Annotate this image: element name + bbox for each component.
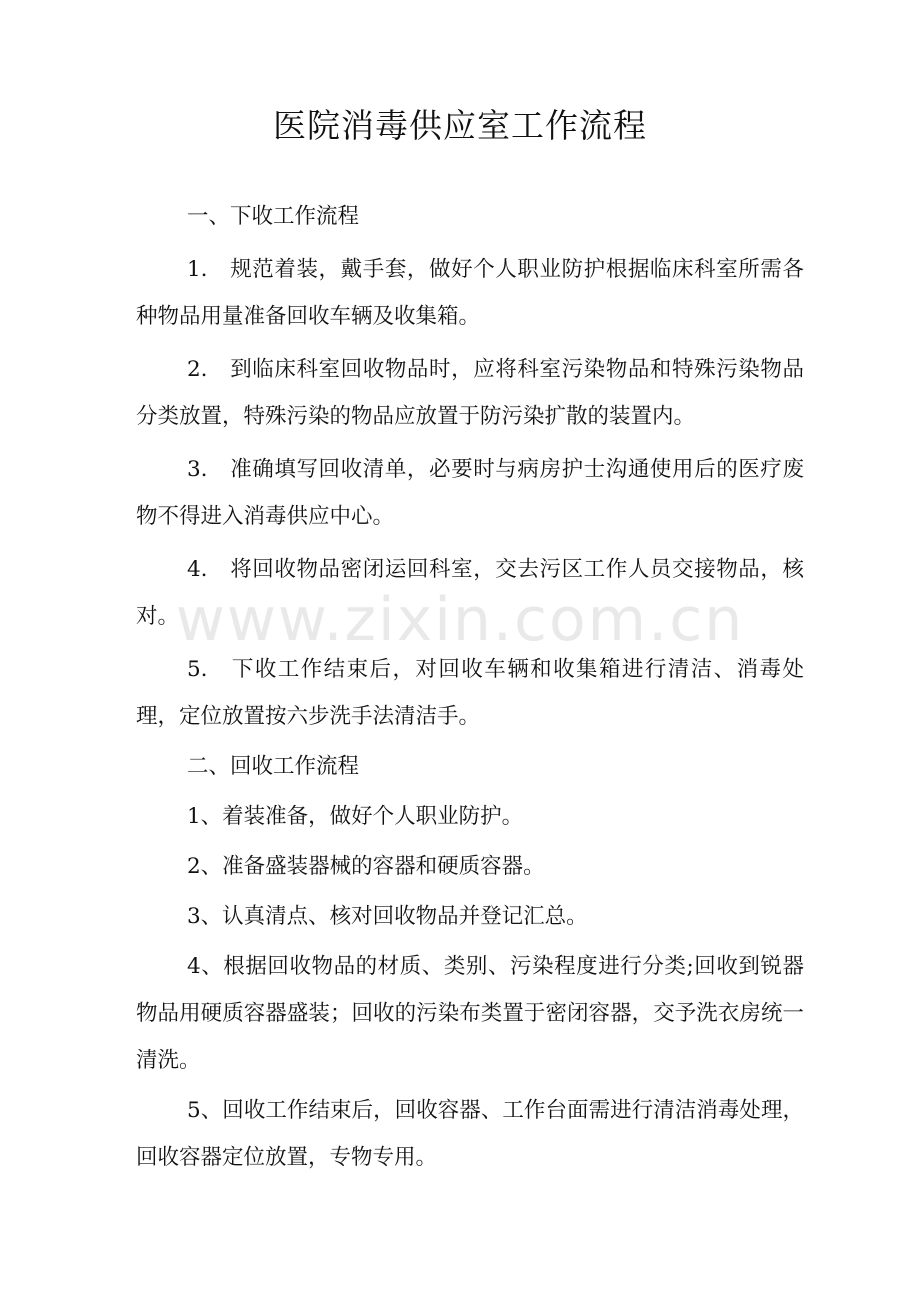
section-heading: 一、下收工作流程 <box>187 204 360 229</box>
section-heading: 二、回收工作流程 <box>187 754 360 779</box>
list-item: 2、准备盛装器械的容器和硬质容器。 <box>187 854 545 879</box>
list-item: 3. 准确填写回收清单，必要时与病房护士沟通使用后的医疗废物不得进入消毒供应中心。 <box>136 457 804 529</box>
list-item: 2. 到临床科室回收物品时，应将科室污染物品和特殊污染物品分类放置，特殊污染的物品应放置于防污染扩散的装置内。 <box>136 357 804 429</box>
page-title: 医院消毒供应室工作流程 <box>273 106 647 145</box>
list-item: 5. 下收工作结束后，对回收车辆和收集箱进行清洁、消毒处理，定位放置按六步洗手法清洁手。 <box>136 657 804 729</box>
list-item: 1、着装准备，做好个人职业防护。 <box>187 804 524 829</box>
document-body <box>136 193 804 1181</box>
list-item: 4. 将回收物品密闭运回科室，交去污区工作人员交接物品，核对。 <box>136 557 804 629</box>
list-item: 5、回收工作结束后，回收容器、工作台面需进行清洁消毒处理，回收容器定位放置，专物专用。 <box>136 1098 804 1170</box>
list-item: 4、根据回收物品的材质、类别、污染程度进行分类;回收到锐器物品用硬质容器盛装；回收的污染布类置于密闭容器，交予洗衣房统一清洗。 <box>136 954 804 1073</box>
list-item: 1. 规范着装，戴手套，做好个人职业防护根据临床科室所需各种物品用量准备回收车辆及收集箱。 <box>136 257 804 329</box>
watermark-text: www.zixin.com.cn <box>175 585 745 655</box>
list-item: 3、认真清点、核对回收物品并登记汇总。 <box>187 904 588 929</box>
